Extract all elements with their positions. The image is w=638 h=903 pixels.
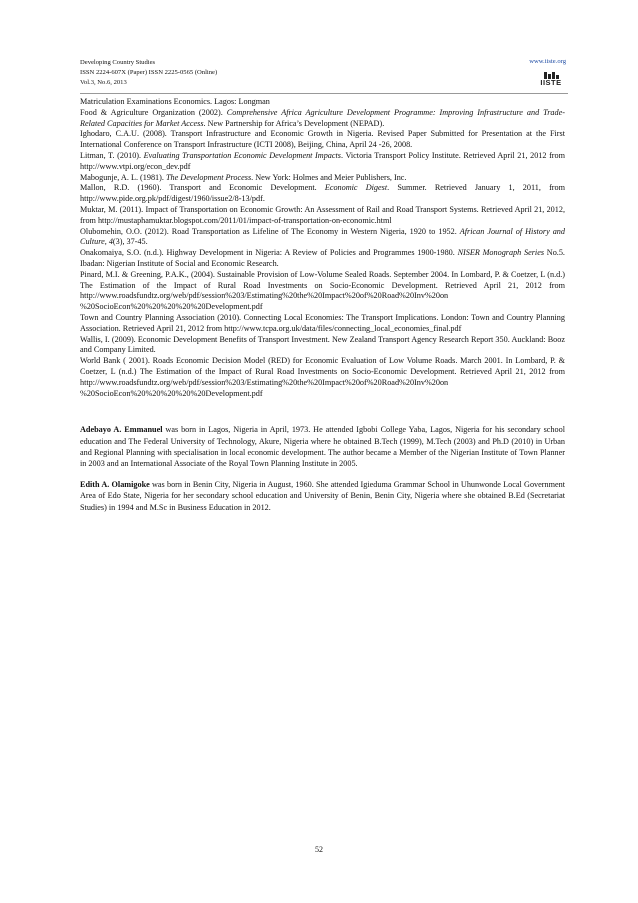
- reference-italic-text: The Development Process: [165, 172, 252, 182]
- reference-text: . Summer. Retrieved January 1, 2011, from http://www.pide.org.pk/pdf/digest/1960/issue2/8-13/pdf.: [80, 183, 565, 204]
- journal-issn: ISSN 2224-607X (Paper) ISSN 2225-0565 (Online): [80, 69, 218, 76]
- reference-item: [80, 205, 565, 227]
- reference-item: [80, 248, 565, 270]
- iiste-logo: [538, 71, 564, 87]
- reference-item: [80, 356, 565, 399]
- reference-text: Onakomaiya, S.O. (n.d.). Highway Development in Nigeria: A Review of Policies and Programmes 1900-1980.: [80, 248, 458, 258]
- reference-text: Litman, T. (2010).: [80, 150, 144, 160]
- reference-italic-text: 4: [108, 237, 113, 247]
- author-bio-1: [80, 424, 565, 469]
- reference-text: ,: [104, 237, 109, 247]
- reference-text: Mallon, R.D. (1960). Transport and Economic Development.: [80, 183, 325, 193]
- reference-text: . Victoria Transport Policy Institute. Retrieved April 21, 2012 from http://www.vtpi.org/econ_dev.pdf: [80, 150, 565, 171]
- reference-text: Olubomehin, O.O. (2012). Road Transportation as Lifeline of The Economy in Western Nigeria, 1920 to 1952.: [80, 226, 460, 236]
- reference-italic-text: NISER Monograph Series: [457, 248, 545, 258]
- reference-item: [80, 173, 565, 184]
- journal-url-link[interactable]: www.iiste.org: [529, 58, 566, 65]
- reference-text: Ighodaro, C.A.U. (2008). Transport Infrastructure and Economic Growth in Nigeria. Revised Paper Submitted for Presentation at the First International Conference on Transport Infrastructure (ICTI 2008), Beijing, China, April 24 -26, 2008.: [80, 129, 565, 150]
- reference-item: [80, 313, 565, 335]
- reference-italic-text: Comprehensive Africa Agriculture Development Programme: Improving Infrastructure and Trade-Related Capacities for Market Access: [80, 107, 565, 128]
- reference-item: [80, 129, 565, 151]
- reference-text: Pinard, M.I. & Greening, P.A.K., (2004). Sustainable Provision of Low-Volume Sealed Roads. September 2004. In Lombard, P. & Coetzer, L (n.d.) The Estimation of the Impact of Rural Road Investments on Socio-Economic Development. Retrieved April 21, 2012 from http://www.roadsfundtz.org/web/pdf/session%203/Estimating%20the%20Impact%20of%20Road%20Inv%20on %20SocioEcon%20%20%20%20%20Development.pdf: [80, 269, 565, 312]
- reference-item: [80, 108, 565, 130]
- logo-text: IISTE: [540, 77, 562, 87]
- reference-text: . New York: Holmes and Meier Publishers, Inc.: [251, 172, 407, 182]
- reference-item: [80, 270, 565, 313]
- reference-item: [80, 335, 565, 357]
- author-bio-2: [80, 479, 565, 513]
- reference-italic-text: Evaluating Transportation Economic Development Impacts: [143, 150, 341, 160]
- reference-text: Mabogunje, A. L. (1981).: [80, 172, 166, 182]
- author-bio-text: was born in Lagos, Nigeria in April, 1973. He attended Igbobi College Yaba, Lagos, Nigeria for his secondary school education and The Federal University of Technology, Akure, Nigeria where he obtained B.Tech (1999), M.Tech (2003) and Ph.D (2010) in Urban and Regional Planning with specialisation in local economic development. The author became a Member of the Nigerian Institute of Town Planner in 2003 and an International Associate of the Royal Town Planning Institute in 2005.: [80, 425, 565, 468]
- page-body: [80, 97, 565, 513]
- reference-text: Muktar, M. (2011). Impact of Transportation on Economic Growth: An Assessment of Rail and Road Transport Systems. Retrieved April 21, 2012, from http://mustaphamuktar.blogspot.com/2011/01/impact-of-transportation-on-economic.html: [80, 204, 565, 225]
- reference-text: Food & Agriculture Organization (2002).: [80, 107, 227, 117]
- reference-text: . New Partnership for Africa’s Development (NEPAD).: [203, 118, 385, 128]
- reference-list: [80, 97, 565, 399]
- reference-item: [80, 183, 565, 205]
- reference-text: Matriculation Examinations Economics. Lagos: Longman: [80, 97, 270, 106]
- reference-italic-text: African Journal of History and Culture: [80, 226, 565, 247]
- journal-name: Developing Country Studies: [80, 59, 156, 66]
- page-number: 52: [315, 845, 323, 854]
- journal-volume: Vol.3, No.6, 2013: [80, 79, 127, 86]
- header-divider: [80, 93, 568, 94]
- reference-item: [80, 227, 565, 249]
- author-name: Edith A. Olamigoke: [80, 480, 150, 490]
- reference-text: (3), 37-45.: [112, 237, 148, 247]
- author-bio-text: was born in Benin City, Nigeria in August, 1960. She attended Igieduma Grammar School in Uhunwonde Local Government Area of Edo State, Nigeria for her secondary school education and University of Benin, Benin City, Nigeria where she obtained B.Ed (Secretariat Studies) in 1994 and M.Sc in Business Education in 2012.: [80, 480, 565, 512]
- reference-text: World Bank ( 2001). Roads Economic Decision Model (RED) for Economic Evaluation of Low Volume Roads. March 2001. In Lombard, P. & Coetzer, L (n.d.) The Estimation of the Impact of Rural Road Investments on Socio-Economic Development. Retrieved April 21, 2012 from http://www.roadsfundtz.org/web/pdf/session%203/Estimating%20the%20Impact%20of%20Road%20Inv%20on %20SocioEcon%20%20%20%20%20Development.pdf: [80, 356, 565, 398]
- reference-text: Wallis, I. (2009). Economic Development Benefits of Transport Investment. New Zealand Transport Agency Research Report 350. Auckland: Booz and Company Limited.: [80, 334, 565, 355]
- author-name: Adebayo A. Emmanuel: [80, 425, 163, 435]
- reference-text: No.5. Ibadan: Nigerian Institute of Social and Economic Research.: [80, 248, 565, 268]
- reference-italic-text: Economic Digest: [324, 183, 388, 193]
- reference-text: Town and Country Planning Association (2010). Connecting Local Economies: The Transport Implications. London: Town and Country Planning Association. Retrieved April 21, 2012 from http://www.tcpa.org.uk/data/files/connecting_local_economies_final.pdf: [80, 312, 565, 333]
- reference-item: [80, 151, 565, 173]
- reference-item: [80, 97, 565, 108]
